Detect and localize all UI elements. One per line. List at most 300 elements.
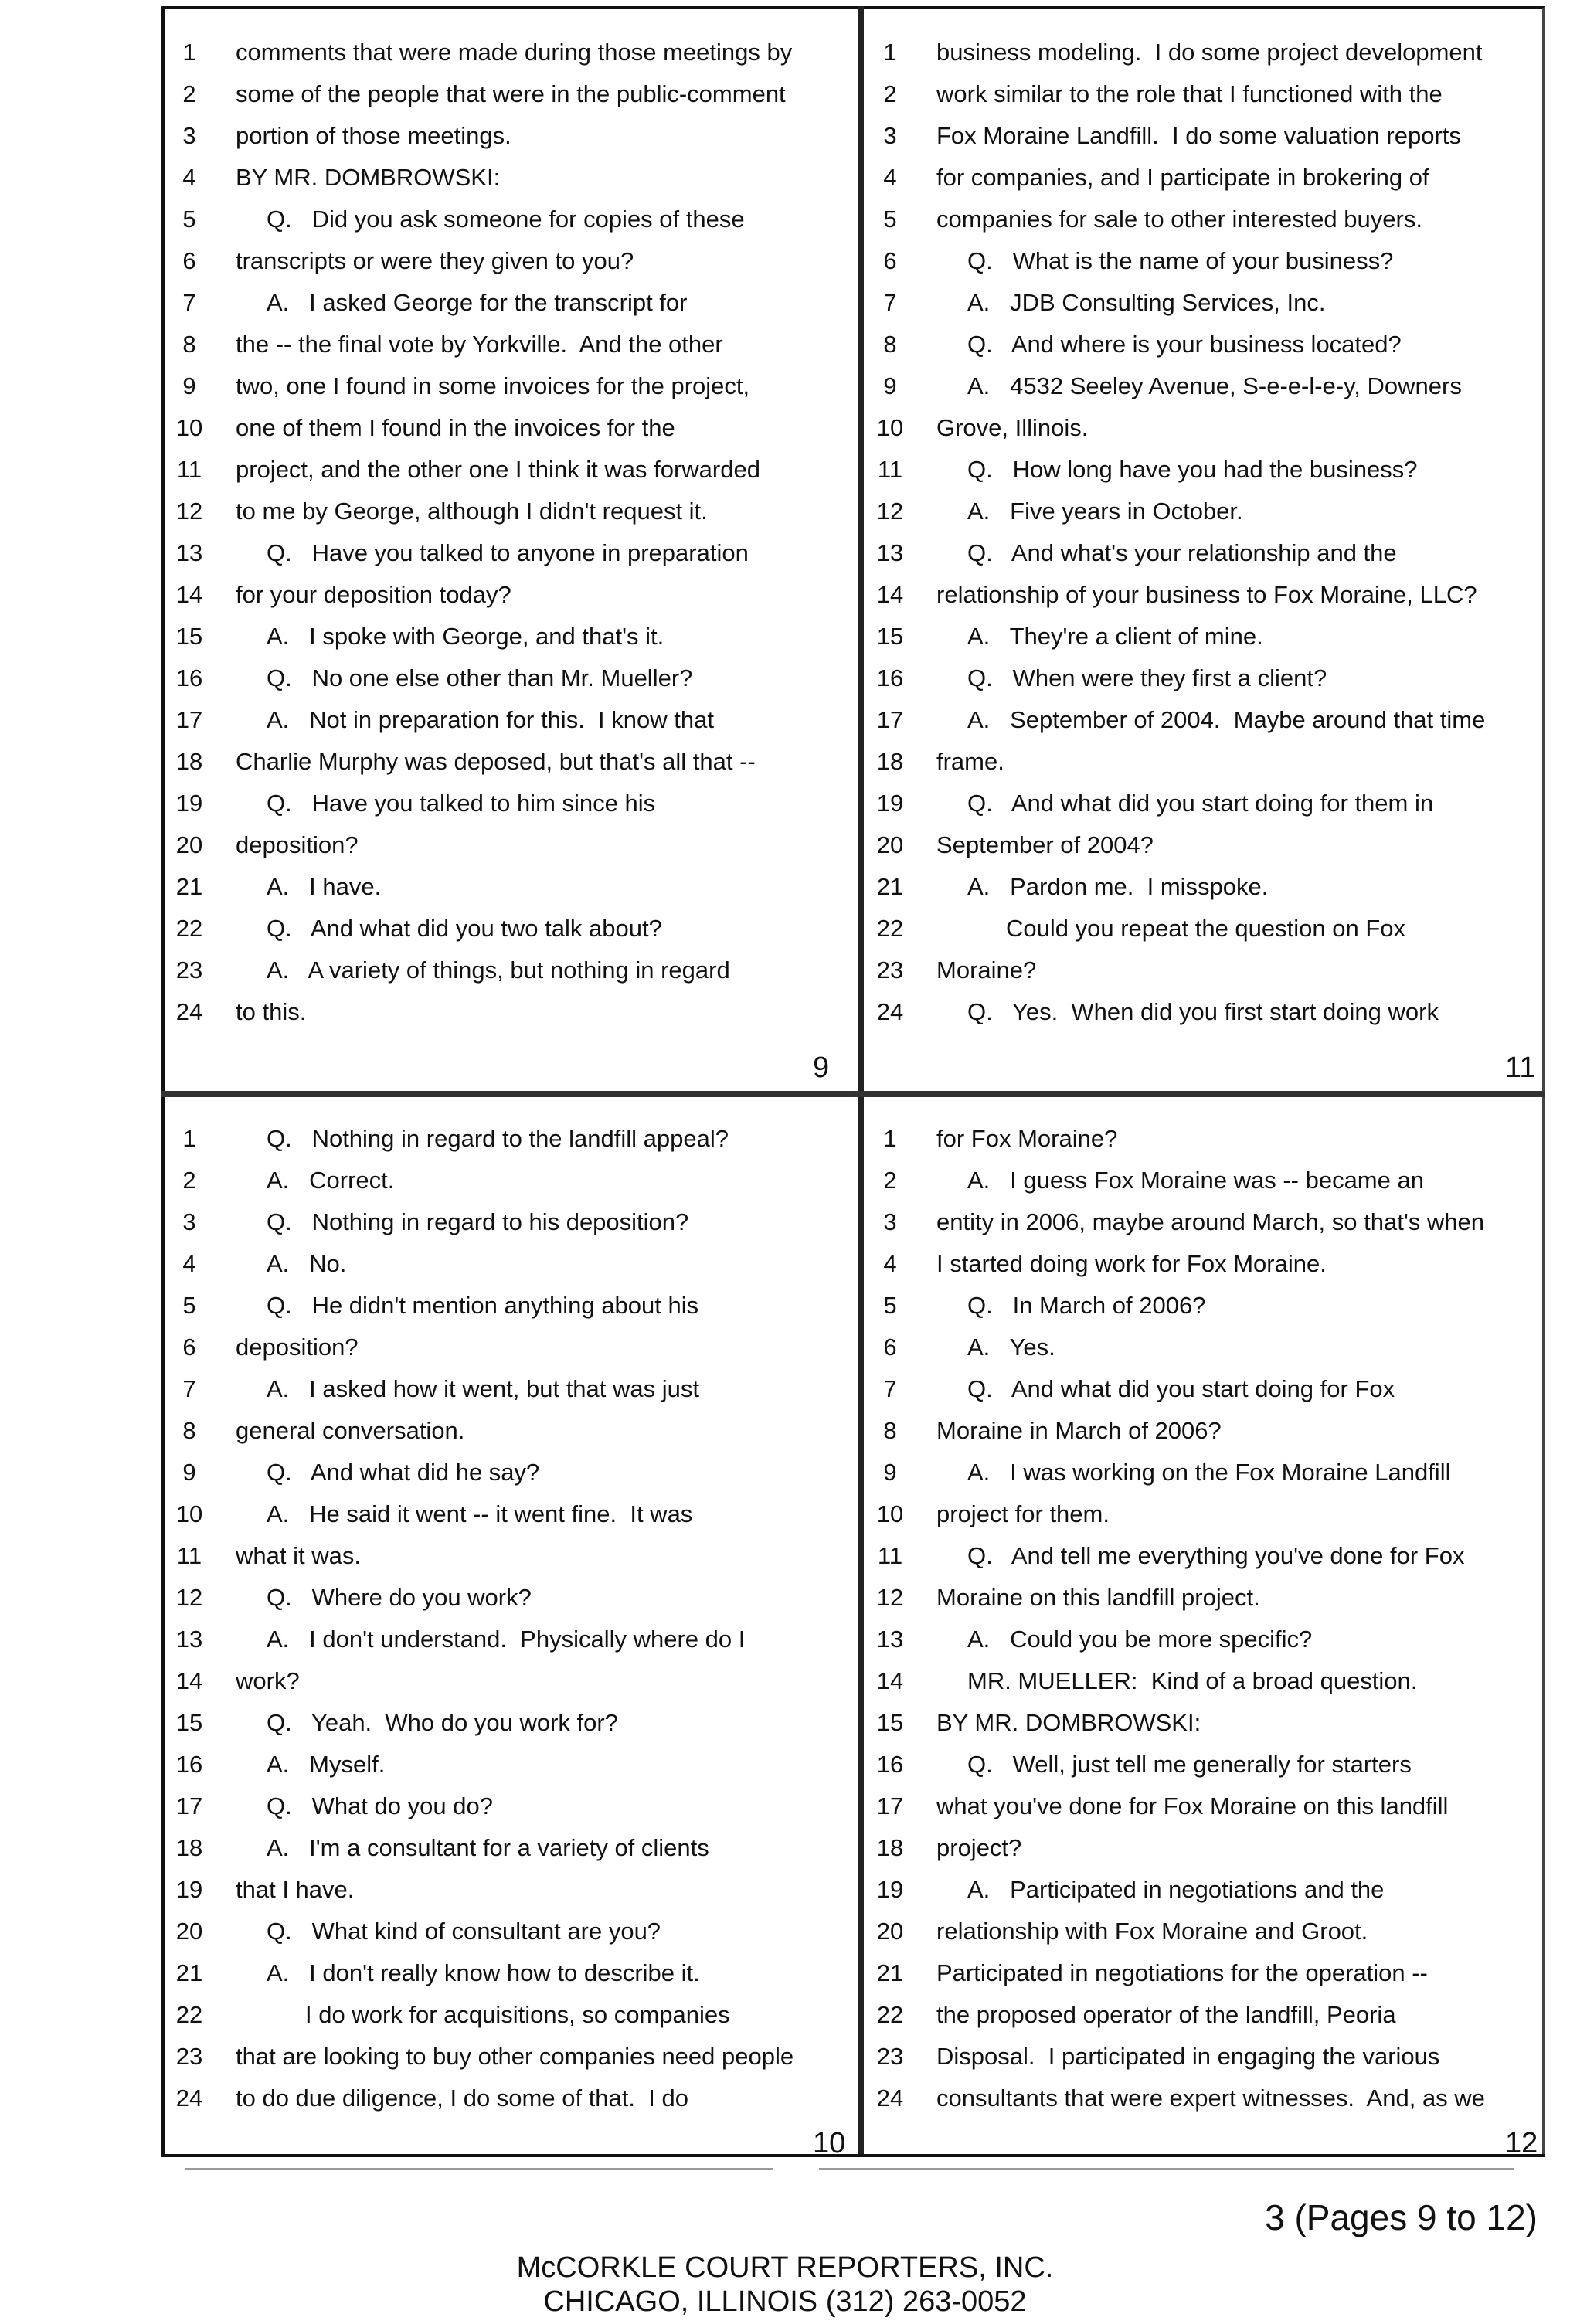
- transcript-line: [166, 199, 838, 240]
- line-number: 5: [182, 1292, 196, 1319]
- line-text: A. I was working on the Fox Moraine Landfill: [967, 1459, 1451, 1486]
- transcript-line: [166, 1745, 838, 1785]
- transcript-line: [867, 450, 1539, 490]
- line-number: 15: [876, 1709, 904, 1736]
- transcript-line: [867, 1452, 1539, 1493]
- line-text: relationship of your business to Fox Moraine, LLC?: [936, 581, 1477, 608]
- transcript-line: [867, 1244, 1539, 1284]
- line-text: comments that were made during those meetings by: [236, 39, 793, 66]
- transcript-line: [166, 1411, 838, 1451]
- line-number: 15: [175, 1709, 203, 1736]
- line-number: 22: [175, 915, 203, 942]
- line-text: Moraine in March of 2006?: [936, 1417, 1222, 1444]
- line-text: what it was.: [236, 1542, 361, 1569]
- line-text: BY MR. DOMBROWSKI:: [936, 1709, 1201, 1736]
- transcript-line: [867, 2078, 1539, 2118]
- line-number: 1: [182, 1125, 196, 1152]
- line-number: 16: [876, 664, 904, 691]
- transcript-line: [867, 408, 1539, 448]
- line-text: Q. And where is your business located?: [967, 331, 1402, 358]
- transcript-line: [867, 32, 1539, 73]
- line-number: 12: [175, 498, 203, 525]
- transcript-line: [867, 1411, 1539, 1451]
- transcript-line: [867, 783, 1539, 824]
- line-text: A. Pardon me. I misspoke.: [967, 873, 1269, 900]
- line-number: 1: [182, 39, 196, 66]
- line-text: one of them I found in the invoices for the: [236, 414, 675, 441]
- company-name: McCORKLE COURT REPORTERS, INC.: [516, 2251, 1054, 2284]
- line-number: 10: [876, 414, 904, 441]
- page-number-9: 9: [813, 1052, 830, 1084]
- transcript-line: [867, 1911, 1539, 1952]
- line-number: 20: [876, 831, 904, 858]
- line-text: A. I guess Fox Moraine was -- became an: [967, 1167, 1424, 1194]
- line-number: 13: [175, 539, 203, 566]
- transcript-line: [166, 366, 838, 406]
- line-text: Q. And what's your relationship and the: [967, 539, 1397, 566]
- transcript-line: [166, 1911, 838, 1952]
- line-text: MR. MUELLER: Kind of a broad question.: [967, 1667, 1418, 1694]
- transcript-line: [166, 1119, 838, 1159]
- line-text: transcripts or were they given to you?: [236, 247, 634, 274]
- line-number: 9: [883, 372, 897, 399]
- line-number: 16: [876, 1751, 904, 1778]
- line-text: project, and the other one I think it was forwarded: [236, 456, 760, 483]
- transcript-line: [166, 1327, 838, 1368]
- line-text: Q. And what did you start doing for them in: [967, 790, 1434, 817]
- line-number: 7: [182, 289, 196, 316]
- transcript-line: [166, 950, 838, 990]
- transcript-line: [166, 533, 838, 573]
- line-number: 9: [182, 1459, 196, 1486]
- transcript-line: [166, 408, 838, 448]
- line-text: the -- the final vote by Yorkville. And the other: [236, 331, 723, 358]
- transcript-line: [166, 1160, 838, 1201]
- line-number: 24: [175, 2084, 203, 2112]
- line-number: 5: [883, 1292, 897, 1319]
- line-number: 11: [877, 1542, 903, 1569]
- line-text: Q. Yeah. Who do you work for?: [267, 1709, 618, 1736]
- line-text: business modeling. I do some project development: [936, 39, 1483, 66]
- company-location: CHICAGO, ILLINOIS (312) 263-0052: [543, 2285, 1027, 2318]
- line-number: 2: [182, 80, 196, 107]
- transcript-line: [867, 742, 1539, 782]
- line-text: Q. Have you talked to anyone in preparation: [267, 539, 749, 566]
- line-text: Charlie Murphy was deposed, but that's all that --: [236, 748, 756, 775]
- line-text: to this.: [236, 998, 307, 1025]
- line-text: I started doing work for Fox Moraine.: [936, 1250, 1327, 1277]
- transcript-line: [166, 1286, 838, 1326]
- line-number: 5: [182, 206, 196, 233]
- line-text: Q. When were they first a client?: [967, 664, 1327, 691]
- line-number: 14: [175, 1667, 203, 1694]
- line-number: 15: [876, 623, 904, 650]
- line-text: Q. How long have you had the business?: [967, 456, 1418, 483]
- line-number: 2: [182, 1167, 196, 1194]
- line-number: 10: [876, 1500, 904, 1527]
- line-text: that are looking to buy other companies need people: [236, 2043, 794, 2070]
- transcript-line: [166, 241, 838, 281]
- line-text: A. Yes.: [967, 1334, 1055, 1361]
- transcript-line: [867, 2037, 1539, 2077]
- line-number: 7: [182, 1375, 196, 1402]
- transcript-line: [166, 450, 838, 490]
- transcript-line: [166, 74, 838, 114]
- transcript-line: [867, 158, 1539, 198]
- line-text: A. Participated in negotiations and the: [967, 1876, 1385, 1903]
- line-number: 14: [175, 581, 203, 608]
- line-number: 24: [876, 998, 904, 1025]
- line-text: Q. Nothing in regard to his deposition?: [267, 1208, 689, 1235]
- transcript-line: [867, 1286, 1539, 1326]
- line-number: 4: [883, 164, 897, 191]
- line-number: 7: [883, 289, 897, 316]
- transcript-line: [867, 1578, 1539, 1618]
- transcript-line: [166, 617, 838, 657]
- line-number: 3: [182, 1208, 196, 1235]
- pages-range-label: 3 (Pages 9 to 12): [1265, 2197, 1538, 2237]
- line-number: 6: [883, 247, 897, 274]
- line-number: 8: [883, 1417, 897, 1444]
- line-text: Q. Well, just tell me generally for starters: [967, 1751, 1412, 1778]
- line-text: Q. Have you talked to him since his: [267, 790, 656, 817]
- line-text: A. Not in preparation for this. I know that: [267, 706, 714, 733]
- page-number-10: 10: [813, 2127, 846, 2159]
- transcript-line: [867, 1661, 1539, 1701]
- line-number: 12: [175, 1584, 203, 1611]
- line-text: A. I don't really know how to describe it.: [267, 1959, 700, 1986]
- line-number: 21: [876, 1959, 904, 1986]
- transcript-line: [867, 1995, 1539, 2035]
- line-number: 6: [883, 1334, 897, 1361]
- transcript-line: [166, 1244, 838, 1284]
- line-text: Q. What is the name of your business?: [967, 247, 1394, 274]
- line-number: 22: [876, 915, 904, 942]
- transcript-line: [166, 825, 838, 865]
- transcript-line: [867, 241, 1539, 281]
- line-text: relationship with Fox Moraine and Groot.: [936, 1918, 1368, 1945]
- line-text: A. They're a client of mine.: [967, 623, 1263, 650]
- line-text: portion of those meetings.: [236, 122, 511, 149]
- vertical-divider: [858, 6, 864, 2154]
- transcript-line: [166, 116, 838, 156]
- transcript-line: [867, 1119, 1539, 1159]
- line-number: 9: [182, 372, 196, 399]
- line-number: 19: [876, 790, 904, 817]
- transcript-line: [166, 658, 838, 698]
- line-text: A. I'm a consultant for a variety of clients: [267, 1834, 709, 1861]
- transcript-line: [166, 1828, 838, 1868]
- page-number-12: 12: [1505, 2127, 1538, 2159]
- transcript-line: [867, 366, 1539, 406]
- transcript-line: [867, 1160, 1539, 1201]
- line-number: 16: [175, 664, 203, 691]
- line-number: 24: [175, 998, 203, 1025]
- line-text: Q. What kind of consultant are you?: [267, 1918, 661, 1945]
- line-number: 18: [175, 748, 203, 775]
- line-number: 19: [175, 1876, 203, 1903]
- line-number: 14: [876, 1667, 904, 1694]
- line-text: A. I spoke with George, and that's it.: [267, 623, 664, 650]
- transcript-line: [166, 1578, 838, 1618]
- line-text: Q. He didn't mention anything about his: [267, 1292, 699, 1319]
- line-number: 15: [175, 623, 203, 650]
- line-number: 21: [175, 1959, 203, 1986]
- line-text: Q. And what did he say?: [267, 1459, 540, 1486]
- line-number: 2: [883, 80, 897, 107]
- line-number: 22: [876, 2001, 904, 2028]
- line-number: 11: [877, 456, 903, 483]
- line-number: 4: [182, 164, 196, 191]
- line-text: work?: [236, 1667, 300, 1694]
- line-text: Q. Where do you work?: [267, 1584, 532, 1611]
- line-number: 24: [876, 2084, 904, 2112]
- line-text: A. A variety of things, but nothing in regard: [267, 956, 730, 984]
- line-number: 3: [883, 1208, 897, 1235]
- line-number: 4: [883, 1250, 897, 1277]
- line-text: Fox Moraine Landfill. I do some valuation reports: [936, 122, 1461, 149]
- line-text: Could you repeat the question on Fox: [1006, 915, 1406, 942]
- line-text: Q. Yes. When did you first start doing work: [967, 998, 1439, 1025]
- line-number: 5: [883, 206, 897, 233]
- bottom-rule: [161, 2154, 1545, 2157]
- line-number: 11: [176, 456, 202, 483]
- line-text: frame.: [936, 748, 1004, 775]
- line-number: 17: [175, 706, 203, 733]
- line-text: Q. And what did you start doing for Fox: [967, 1375, 1395, 1402]
- line-number: 17: [876, 1792, 904, 1819]
- transcript-line: [867, 617, 1539, 657]
- line-number: 8: [883, 331, 897, 358]
- transcript-line: [166, 2037, 838, 2077]
- transcript-line: [867, 74, 1539, 114]
- transcript-line: [867, 1703, 1539, 1743]
- line-number: 10: [175, 414, 203, 441]
- line-text: A. Five years in October.: [967, 498, 1243, 525]
- line-number: 6: [182, 247, 196, 274]
- line-text: the proposed operator of the landfill, Peoria: [936, 2001, 1396, 2028]
- line-number: 14: [876, 581, 904, 608]
- transcript-line: [166, 1995, 838, 2035]
- line-text: entity in 2006, maybe around March, so that's when: [936, 1208, 1484, 1235]
- line-number: 4: [182, 1250, 196, 1277]
- page-number-11: 11: [1505, 1052, 1536, 1084]
- line-text: A. 4532 Seeley Avenue, S-e-e-l-e-y, Downers: [967, 372, 1462, 399]
- line-number: 8: [182, 1417, 196, 1444]
- line-number: 12: [876, 498, 904, 525]
- line-text: Moraine?: [936, 956, 1037, 984]
- line-text: I do work for acquisitions, so companies: [305, 2001, 730, 2028]
- line-text: A. I have.: [267, 873, 382, 900]
- line-text: Grove, Illinois.: [936, 414, 1089, 441]
- line-text: for companies, and I participate in brokering of: [936, 164, 1429, 191]
- line-number: 18: [876, 1834, 904, 1861]
- line-number: 3: [182, 122, 196, 149]
- line-text: project?: [936, 1834, 1022, 1861]
- transcript-line: [166, 909, 838, 949]
- line-number: 18: [876, 748, 904, 775]
- line-number: 22: [175, 2001, 203, 2028]
- transcript-page-11: [867, 32, 1539, 1091]
- transcript-line: [867, 658, 1539, 698]
- transcript-line: [867, 575, 1539, 615]
- line-text: to me by George, although I didn't request it.: [236, 498, 708, 525]
- transcript-page-9: [166, 32, 838, 1091]
- line-text: for Fox Moraine?: [936, 1125, 1118, 1152]
- line-number: 20: [175, 831, 203, 858]
- line-number: 13: [876, 1626, 904, 1653]
- transcript-line: [867, 199, 1539, 240]
- transcript-line: [867, 867, 1539, 907]
- line-text: Moraine on this landfill project.: [936, 1584, 1260, 1611]
- line-text: deposition?: [236, 1334, 359, 1361]
- transcript-line: [867, 950, 1539, 990]
- line-number: 13: [876, 539, 904, 566]
- transcript-line: [166, 283, 838, 323]
- line-text: A. September of 2004. Maybe around that time: [967, 706, 1486, 733]
- line-text: companies for sale to other interested buyers.: [936, 206, 1422, 233]
- transcript-line: [166, 1202, 838, 1242]
- line-number: 19: [175, 790, 203, 817]
- line-text: Q. What do you do?: [267, 1792, 493, 1819]
- transcript-line: [166, 992, 838, 1032]
- transcript-line: [166, 324, 838, 365]
- transcript-line: [166, 1619, 838, 1660]
- line-text: what you've done for Fox Moraine on this landfill: [936, 1792, 1449, 1819]
- line-number: 21: [175, 873, 203, 900]
- line-text: A. Could you be more specific?: [967, 1626, 1313, 1653]
- line-text: project for them.: [936, 1500, 1110, 1527]
- transcript-line: [166, 2078, 838, 2118]
- scan-noise: [819, 2168, 1514, 2170]
- transcript-line: [166, 783, 838, 824]
- transcript-line: [867, 825, 1539, 865]
- transcript-line: [166, 1536, 838, 1576]
- line-number: 11: [176, 1542, 202, 1569]
- transcript-line: [166, 742, 838, 782]
- transcript-line: [867, 1369, 1539, 1409]
- line-text: A. He said it went -- it went fine. It was: [267, 1500, 693, 1527]
- line-number: 6: [182, 1334, 196, 1361]
- transcript-line: [867, 1786, 1539, 1826]
- line-number: 20: [876, 1918, 904, 1945]
- transcript-line: [867, 1953, 1539, 1993]
- line-number: 23: [876, 956, 904, 984]
- line-text: for your deposition today?: [236, 581, 511, 608]
- line-text: Q. Nothing in regard to the landfill appeal?: [267, 1125, 729, 1152]
- transcript-line: [166, 1369, 838, 1409]
- line-number: 21: [876, 873, 904, 900]
- line-number: 20: [175, 1918, 203, 1945]
- line-text: consultants that were expert witnesses. And, as we: [936, 2084, 1485, 2112]
- line-text: A. I asked George for the transcript for: [267, 289, 688, 316]
- line-text: A. JDB Consulting Services, Inc.: [967, 289, 1326, 316]
- transcript-line: [867, 324, 1539, 365]
- line-text: A. No.: [267, 1250, 347, 1277]
- line-text: deposition?: [236, 831, 359, 858]
- line-text: Q. And tell me everything you've done for Fox: [967, 1542, 1465, 1569]
- transcript-page-12: [867, 1119, 1539, 2154]
- line-number: 8: [182, 331, 196, 358]
- transcript-line: [867, 1870, 1539, 1910]
- line-number: 16: [175, 1751, 203, 1778]
- line-number: 2: [883, 1167, 897, 1194]
- transcript-line: [867, 1327, 1539, 1368]
- transcript-line: [867, 700, 1539, 740]
- transcript-line: [867, 992, 1539, 1032]
- transcript-line: [166, 867, 838, 907]
- transcript-line: [166, 575, 838, 615]
- line-number: 13: [175, 1626, 203, 1653]
- horizontal-divider: [161, 1091, 1545, 1097]
- transcript-line: [166, 1494, 838, 1534]
- transcript-line: [166, 491, 838, 532]
- line-number: 12: [876, 1584, 904, 1611]
- transcript-line: [166, 1661, 838, 1701]
- line-text: to do due diligence, I do some of that. I do: [236, 2084, 688, 2112]
- transcript-line: [166, 700, 838, 740]
- line-text: some of the people that were in the public-comment: [236, 80, 786, 107]
- line-text: A. Myself.: [267, 1751, 386, 1778]
- transcript-line: [867, 1202, 1539, 1242]
- line-number: 10: [175, 1500, 203, 1527]
- line-text: Participated in negotiations for the operation --: [936, 1959, 1428, 1986]
- line-text: September of 2004?: [936, 831, 1154, 858]
- transcript-line: [166, 1452, 838, 1493]
- transcript-line: [166, 32, 838, 73]
- line-text: Disposal. I participated in engaging the various: [936, 2043, 1440, 2070]
- line-text: general conversation.: [236, 1417, 465, 1444]
- transcript-line: [867, 1828, 1539, 1868]
- line-text: A. I don't understand. Physically where do I: [267, 1626, 746, 1653]
- transcript-line: [166, 1870, 838, 1910]
- transcript-line: [867, 283, 1539, 323]
- transcript-line: [867, 116, 1539, 156]
- transcript-line: [867, 533, 1539, 573]
- line-text: Q. No one else other than Mr. Mueller?: [267, 664, 693, 691]
- line-number: 23: [175, 956, 203, 984]
- transcript-line: [166, 1786, 838, 1826]
- transcript-line: [867, 1536, 1539, 1576]
- line-text: work similar to the role that I functioned with the: [936, 80, 1443, 107]
- line-number: 7: [883, 1375, 897, 1402]
- line-number: 17: [175, 1792, 203, 1819]
- transcript-line: [166, 158, 838, 198]
- line-text: two, one I found in some invoices for the project,: [236, 372, 750, 399]
- transcript-line: [867, 1619, 1539, 1660]
- line-number: 1: [883, 1125, 897, 1152]
- line-number: 19: [876, 1876, 904, 1903]
- line-text: Q. And what did you two talk about?: [267, 915, 662, 942]
- scan-noise: [185, 2168, 773, 2170]
- line-text: A. Correct.: [267, 1167, 395, 1194]
- line-text: BY MR. DOMBROWSKI:: [236, 164, 501, 191]
- transcript-line: [867, 1745, 1539, 1785]
- line-number: 17: [876, 706, 904, 733]
- transcript-page-10: [166, 1119, 838, 2154]
- transcript-line: [867, 491, 1539, 532]
- line-text: that I have.: [236, 1876, 355, 1903]
- line-text: Q. In March of 2006?: [967, 1292, 1206, 1319]
- line-text: A. I asked how it went, but that was just: [267, 1375, 699, 1402]
- line-number: 1: [883, 39, 897, 66]
- line-number: 9: [883, 1459, 897, 1486]
- line-number: 23: [876, 2043, 904, 2070]
- transcript-line: [166, 1953, 838, 1993]
- transcript-line: [867, 1494, 1539, 1534]
- line-number: 23: [175, 2043, 203, 2070]
- transcript-line: [166, 1703, 838, 1743]
